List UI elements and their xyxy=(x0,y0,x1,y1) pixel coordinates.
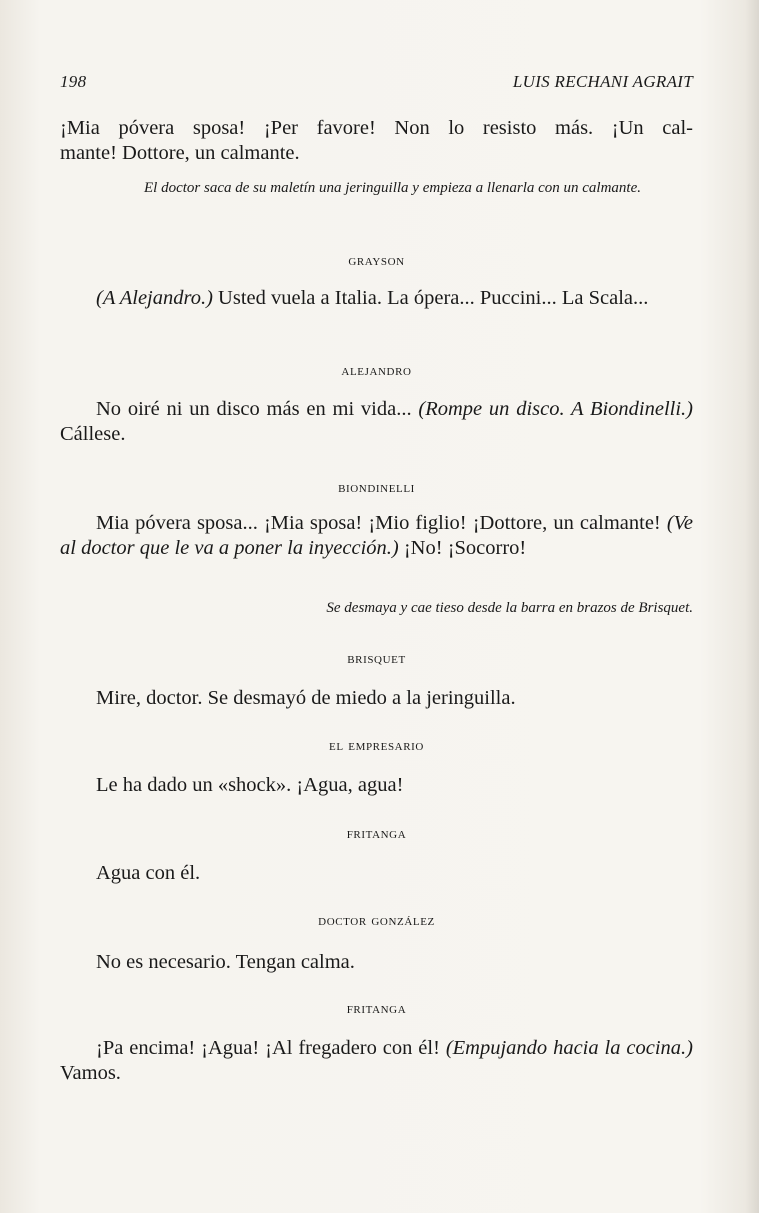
speech-text: ¡Pa encima! ¡Agua! ¡Al fregadero con él! xyxy=(96,1037,446,1059)
speech-tail: ¡No! ¡Socorro! xyxy=(398,537,527,559)
speech xyxy=(60,286,693,311)
speaker-name: brisquet xyxy=(347,650,406,667)
speaker-block xyxy=(60,252,693,276)
page-edge-shadow xyxy=(745,0,759,1213)
speech-text: Mia póvera sposa... ¡Mia sposa! ¡Mio figlio! ¡Dottore, un calmante! xyxy=(96,512,667,534)
stage-inline: (A Alejandro.) xyxy=(96,287,213,309)
speaker-name: biondinelli xyxy=(338,479,415,496)
speech xyxy=(60,511,693,561)
opening-speech xyxy=(60,116,693,166)
speech-tail: Cállese. xyxy=(60,423,126,445)
running-head: LUIS RECHANI AGRAIT xyxy=(512,72,693,91)
speaker-block xyxy=(60,1000,693,1024)
speaker-name: alejandro xyxy=(341,362,412,379)
speech: Le ha dado un «shock». ¡Agua, agua! xyxy=(96,774,404,796)
speech-text: No oiré ni un disco más en mi vida... xyxy=(96,398,419,420)
stage-direction: Se desmaya y cae tieso desde la barra en brazos de Brisquet. xyxy=(326,600,693,616)
speaker-block xyxy=(60,825,693,849)
text-line: ¡Mia póvera sposa! ¡Per favore! Non lo resisto más. ¡Un cal- xyxy=(60,117,693,139)
page-number: 198 xyxy=(60,72,87,91)
speaker-name: el empresario xyxy=(329,737,424,754)
stage-direction: El doctor saca de su maletín una jeringuilla y empieza a llenarla con un calmante. xyxy=(144,180,642,196)
speech: Agua con él. xyxy=(96,862,201,884)
speaker-name: fritanga xyxy=(346,1000,407,1017)
page-header xyxy=(60,72,693,92)
speaker-block xyxy=(60,650,693,674)
stage-inline: (Rompe un disco. A Biondinelli.) xyxy=(418,398,694,420)
speech xyxy=(60,1036,693,1086)
speaker-block xyxy=(60,912,693,936)
speaker-block xyxy=(60,737,693,761)
speech: Mire, doctor. Se desmayó de miedo a la jeringuilla. xyxy=(96,687,516,709)
speaker-block xyxy=(60,362,693,386)
speaker-block xyxy=(60,479,693,503)
speech xyxy=(60,397,693,447)
speech: No es necesario. Tengan calma. xyxy=(96,951,355,973)
speaker-name: grayson xyxy=(348,252,405,269)
stage-inline: (Ve al doctor que le va a poner la inyección.) xyxy=(60,512,693,559)
speech-tail: Vamos. xyxy=(60,1062,121,1084)
speech-text: Usted vuela a Italia. La ópera... Puccini... La Scala... xyxy=(212,287,649,309)
speaker-name: fritanga xyxy=(346,825,407,842)
text-line: mante! Dottore, un calmante. xyxy=(60,142,300,164)
stage-inline: (Empujando hacia la cocina.) xyxy=(445,1037,693,1059)
speaker-name: doctor gonzález xyxy=(318,912,435,929)
